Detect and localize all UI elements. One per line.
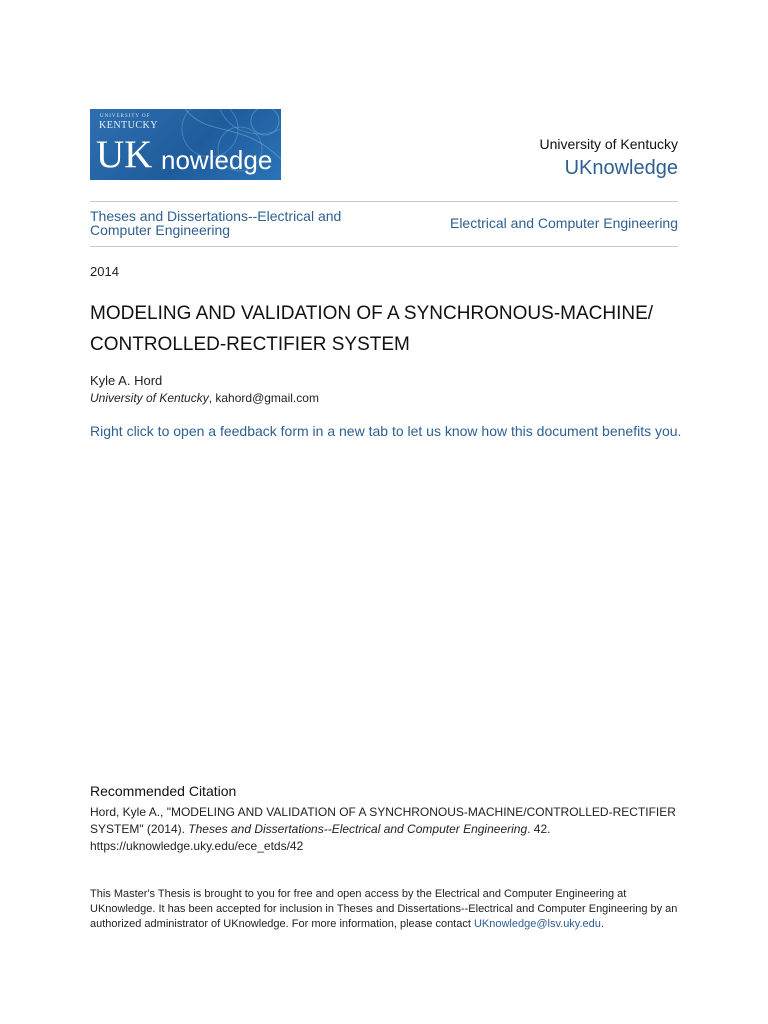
bottom-divider (90, 246, 678, 247)
affiliation-name: University of Kentucky (90, 391, 209, 405)
publication-year: 2014 (90, 264, 119, 279)
repository-link[interactable]: UKnowledge (564, 157, 678, 179)
institution-name: University of Kentucky (539, 136, 678, 152)
logo-knowledge-text: nowledge (161, 145, 273, 175)
document-title: MODELING AND VALIDATION OF A SYNCHRONOUS-MACHINE/ CONTROLLED-RECTIFIER SYSTEM (90, 303, 654, 355)
logo-kentucky-text: KENTUCKY (99, 120, 158, 131)
top-divider (90, 201, 678, 202)
series-link[interactable]: Theses and Dissertations--Electrical and Computer Engineering (90, 208, 342, 238)
access-notice-end: . (600, 918, 604, 930)
recommended-citation-text (90, 804, 690, 855)
uknowledge-logo[interactable] (90, 109, 281, 180)
access-notice (90, 887, 690, 932)
author-name: Kyle A. Hord (90, 373, 163, 388)
author-affiliation (90, 391, 319, 405)
recommended-citation-heading: Recommended Citation (90, 783, 237, 799)
department-link[interactable]: Electrical and Computer Engineering (449, 215, 678, 231)
feedback-link[interactable]: Right click to open a feedback form in a new tab to let us know how this document benefits you. (90, 423, 682, 439)
citation-part1: Hord, Kyle A., "MODELING AND VALIDATION OF A SYNCHRONOUS-MACHINE/CONTROLLED-RECTIFIER SYSTEM" (2014). (90, 805, 676, 836)
citation-url[interactable]: https://uknowledge.uky.edu/ece_etds/42 (90, 839, 304, 853)
author-email: , kahord@gmail.com (208, 391, 319, 405)
logo-uk-text: UK (96, 133, 153, 176)
contact-email-link[interactable]: UKnowledge@lsv.uky.edu (473, 918, 601, 930)
citation-part2: . 42. (527, 822, 551, 836)
access-notice-text: This Master's Thesis is brought to you for free and open access by the Electrical and Computer Engineering at UKnowledge. It has been accepted for inclusion in Theses and Dissertations--Electrical and Computer Engineering by an authorized administrator of UKnowledge. For more information, please contact (90, 888, 678, 930)
citation-series: Theses and Dissertations--Electrical and Computer Engineering (188, 822, 528, 836)
logo-university-text: UNIVERSITY OF (100, 114, 151, 119)
